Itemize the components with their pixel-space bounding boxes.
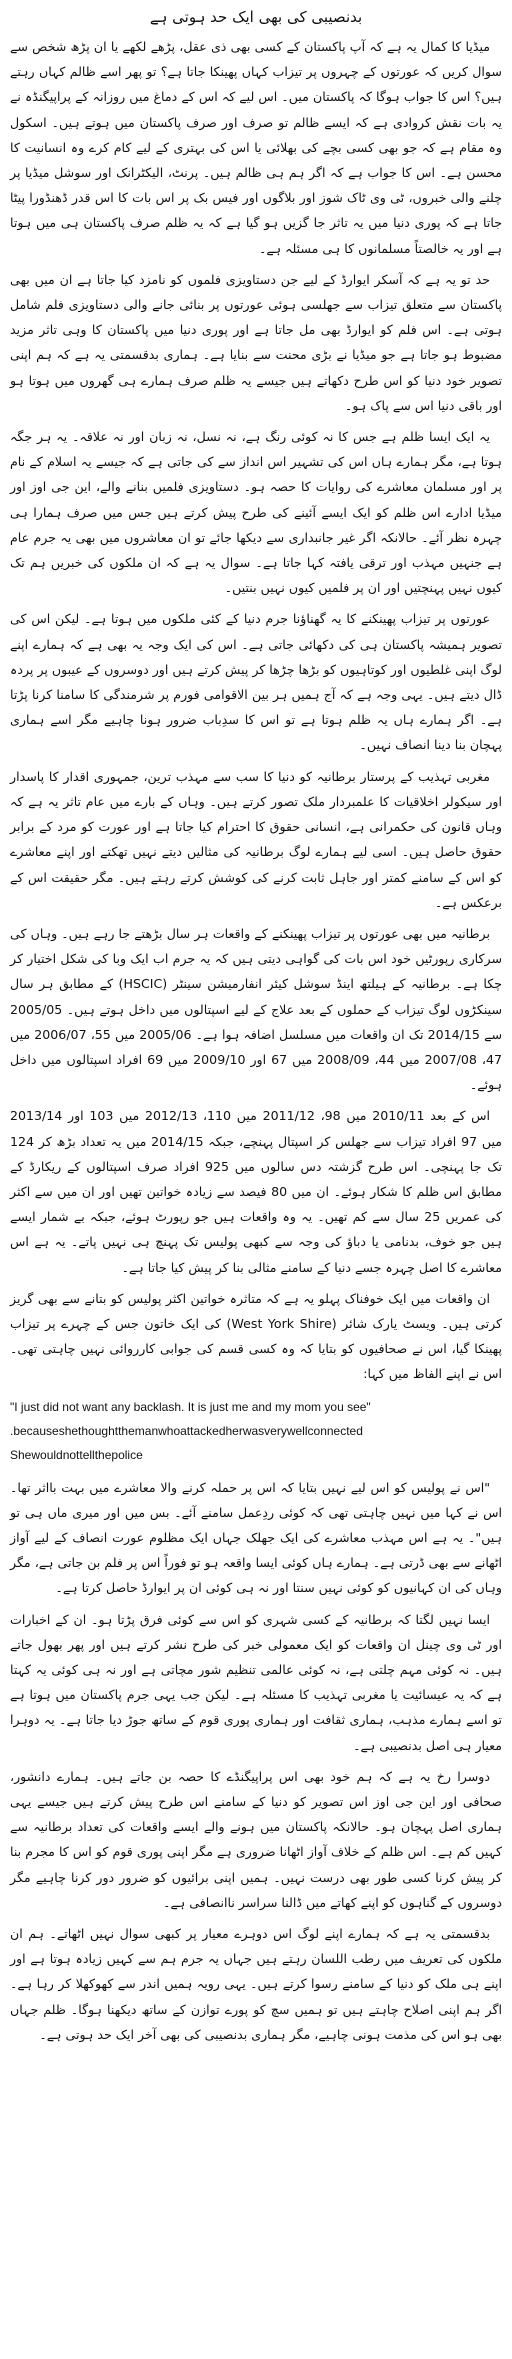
article-body-before bbox=[10, 34, 502, 1387]
article-body-after bbox=[10, 1475, 502, 2047]
article-paragraph: عورتوں پر تیزاب پھینکنے کا یہ گھناؤنا جرم دنیا کے کئی ملکوں میں ہوتا ہے۔ لیکن اس کی تصویر ہمیشہ پاکستان ہی کی دکھائی جاتی ہے۔ اس کی ایک وجہ یہ بھی ہے کہ ہمارے اپنے لوگ اپنی غلطیوں اور کوتاہیوں کو بڑھا چڑھا کر پیش کرتے ہیں اور دوسروں کے عیبوں پر پردہ ڈال دیتے ہیں۔ یہی وجہ ہے کہ آج ہمیں ہر بین الاقوامی فورم پر شرمندگی کا سامنا کرنا پڑتا ہے۔ اگر ہمارے ہاں یہ ظلم ہوتا ہے تو اس کا سدِباب ضرور ہونا چاہیے مگر اسے ہماری پہچان بنا دینا انصاف نہیں۔ bbox=[10, 611, 502, 753]
article-paragraph: مغربی تہذیب کے پرستار برطانیہ کو دنیا کا سب سے مہذب ترین، جمہوری اقدار کا پاسدار اور سیکولر اخلاقیات کا علمبردار ملک تصور کرتے ہیں۔ وہاں کے بارے میں عام تاثر یہ ہے کہ وہاں قانون کی حکمرانی ہے، انسانی حقوق کا احترام کیا جاتا ہے اور عورت کو مرد کے برابر حقوق حاصل ہیں۔ اسی لیے ہمارے لوگ برطانیہ کی مثالیں دیتے نہیں تھکتے اور اپنے معاشرے کو اس کے سامنے کمتر اور جاہل ثابت کرنے کی کوشش کرتے رہتے ہیں۔ مگر حقیقت اس کے برعکس ہے۔ bbox=[10, 768, 502, 910]
article-paragraph: برطانیہ میں بھی عورتوں پر تیزاب پھینکنے کے واقعات ہر سال بڑھتے جا رہے ہیں۔ وہاں کی سرکاری رپورٹیں خود اس بات کی گواہی دیتی ہیں کہ یہ جرم اب ایک وبا کی شکل اختیار کر چکا ہے۔ برطانیہ کے ہیلتھ اینڈ سوشل کیئر انفارمیشن سینٹر (HSCIC) کے مطابق ہر سال سینکڑوں لوگ تیزاب کے حملوں کے بعد علاج کے لیے اسپتالوں میں داخل ہوتے ہیں۔ 2005/05 سے 2014/15 تک ان واقعات میں مسلسل اضافہ ہوا ہے۔ 2005/06 میں 55، 2006/07 میں 47، 2007/08 میں 44، 2008/09 میں 67 اور 2009/10 میں 69 افراد اسپتالوں میں داخل ہوئے۔ bbox=[10, 925, 503, 1093]
article-paragraph: یہ ایک ایسا ظلم ہے جس کا نہ کوئی رنگ ہے، نہ نسل، نہ زبان اور نہ علاقہ۔ یہ ہر جگہ ہوتا ہے، مگر ہمارے ہاں اس کی تشہیر اس انداز سے کی جاتی ہے کہ جیسے یہ اسلام کے نام پر اور مسلمان معاشرے کی روایات کا حصہ ہو۔ دستاویزی فلمیں بنانے والے، این جی اوز اور میڈیا ادارے اس ظلم کو ایک ایسے آئینے کی طرح پیش کرتے ہیں جس میں صرف ہمارا ہی چہرہ نظر آئے۔ حالانکہ اگر غیر جانبداری سے دیکھا جائے تو ان معاشروں میں بھی یہ جرم عام ہے جنہیں مہذب اور ترقی یافتہ کہا جاتا ہے۔ سوال یہ ہے کہ ان ملکوں کی خبریں ہم تک کیوں نہیں پہنچتیں اور ان پر فلمیں کیوں نہیں بنتیں۔ bbox=[10, 429, 502, 596]
english-quote-line: Shewouldnottellthepolice bbox=[10, 1447, 143, 1462]
english-quote-line: "I just did not want any backlash. It is just me and my mom you see" bbox=[10, 1399, 371, 1414]
article-paragraph: بدقسمتی یہ ہے کہ ہمارے اپنے لوگ اس دوہرے معیار پر کبھی سوال نہیں اٹھاتے۔ ہم ان ملکوں کی تعریف میں رطب اللسان رہتے ہیں جہاں یہ جرم ہم سے کہیں زیادہ ہوتا ہے اور اپنے ہی ملک کو دنیا کے سامنے رسوا کرتے ہیں۔ یہی رویہ ہمیں اندر سے کھوکھلا کر رہا ہے۔ اگر ہم اپنی اصلاح چاہتے ہیں تو ہمیں سچ کو پورے توازن کے ساتھ دیکھنا ہوگا۔ ظلم جہاں بھی ہو اس کی مذمت ہونی چاہیے، مگر ہماری بدنصیبی کی بھی آخر ایک حد ہوتی ہے۔ bbox=[10, 1926, 502, 2042]
english-quote-block bbox=[10, 1395, 502, 1467]
article-paragraph: ایسا نہیں لگتا کہ برطانیہ کے کسی شہری کو اس سے کوئی فرق پڑتا ہو۔ ان کے اخبارات اور ٹی وی چینل ان واقعات کو ایک معمولی خبر کی طرح نشر کرتے ہیں اور پھر بھول جاتے ہیں۔ نہ کوئی مہم چلتی ہے، نہ کوئی عالمی تنظیم شور مچاتی ہے اور نہ ہی کوئی یہ کہتا ہے کہ یہ عیسائیت یا مغربی تہذیب کا مسئلہ ہے۔ لیکن جب یہی جرم پاکستان میں ہوتا ہے تو اسے ہمارے مذہب، ہماری ثقافت اور ہماری پوری قوم کے ساتھ جوڑ دیا جاتا ہے۔ یہ دوہرا معیار ہی اصل بدنصیبی ہے۔ bbox=[10, 1611, 502, 1753]
article-paragraph: میڈیا کا کمال یہ ہے کہ آپ پاکستان کے کسی بھی ذی عقل، پڑھے لکھے یا ان پڑھ شخص سے سوال کریں کہ عورتوں کے چہروں پر تیزاب کہاں پھینکا جاتا ہے؟ تو پھر اسے ظالم کہاں رہتے ہیں؟ اس کا جواب ہوگا کہ پاکستان میں۔ اس لیے کہ اس کے دماغ میں روزانہ کے پراپیگنڈہ نے یہ بات نقش کروادی ہے کہ ایسے ظالم تو صرف اور صرف پاکستان میں ہوتے ہیں۔ اسکول وہ مقام ہے کہ جو بھی کسی بچے کی بھلائی یا اس کی بہتری کے لیے کام کرے وہ انسانیت کا محسن ہے۔ اس کا جواب ہے کہ اگر ہم ہی ظالم ہیں۔ پرنٹ، الیکٹرانک اور سوشل میڈیا پر چلنے والی خبروں، ٹی وی ٹاک شوز اور بلاگوں اور فیس بک پر اس بات کا اس قدر ڈھنڈورا پیٹا جاتا ہے کہ پوری دنیا میں یہ تاثر جا گزیں ہو گیا ہے کہ یہ ظلم صرف پاکستان ہی میں ہوتا ہے اور یہ خالصتاً مسلمانوں کا ہی مسئلہ ہے۔ bbox=[10, 39, 502, 256]
article-paragraph: ان واقعات میں ایک خوفناک پہلو یہ ہے کہ متاثرہ خواتین اکثر پولیس کو بتانے سے بھی گریز کرتی ہیں۔ ویسٹ یارک شائر (West York Shire) کی ایک خاتون جس کے چہرے پر تیزاب پھینکا گیا، اس نے صحافیوں کو بتایا کہ وہ کسی قسم کی جوابی کارروائی نہیں چاہتی تھی۔ اس نے اپنے الفاظ میں کہا: bbox=[10, 1290, 503, 1382]
english-quote-line: .becauseshethoughtthemanwhoattackedherwasverywellconnected bbox=[10, 1423, 363, 1438]
article-paragraph: دوسرا رخ یہ ہے کہ ہم خود بھی اس پراپیگنڈے کا حصہ بن جاتے ہیں۔ ہمارے دانشور، صحافی اور این جی اوز اس تصویر کو دنیا کے سامنے اس طرح پیش کرتے ہیں جیسے یہی ہماری اصل پہچان ہو۔ حالانکہ پاکستان میں ہونے والے ایسے واقعات کی تعداد برطانیہ سے کہیں کم ہے۔ اس ظلم کے خلاف آواز اٹھانا ضروری ہے مگر اپنی پوری قوم کو اس کا مجرم بنا کر پیش کرنا کسی طور بھی درست نہیں۔ ہمیں اپنی برائیوں کو ضرور دور کرنا چاہیے مگر دوسروں کے گناہوں کو اپنے کھاتے میں ڈالنا سراسر ناانصافی ہے۔ bbox=[10, 1768, 502, 1910]
article-title: بدنصیبی کی بھی ایک حد ہوتی ہے bbox=[149, 8, 363, 26]
article-paragraph: حد تو یہ ہے کہ آسکر ایوارڈ کے لیے جن دستاویزی فلموں کو نامزد کیا جاتا ہے ان میں بھی پاکستان سے متعلق تیزاب سے جھلسی ہوئی عورتوں پر بنائی جانے والی دستاویزی فلم شامل ہوتی ہے۔ اس فلم کو ایوارڈ بھی مل جاتا ہے اور پوری دنیا میں پاکستان کا وہی تاثر مزید مضبوط ہو جاتا ہے جو میڈیا نے بڑی محنت سے بنایا ہے۔ ہماری بدقسمتی یہ ہے کہ ہم اپنی تصویر خود دنیا کو اس طرح دکھاتے ہیں جیسے یہ ظلم صرف ہمارے ہی گھروں میں ہوتا ہو اور باقی دنیا اس سے پاک ہو۔ bbox=[10, 271, 502, 413]
article-paragraph: "اس نے پولیس کو اس لیے نہیں بتایا کہ اس پر حملہ کرنے والا معاشرے میں بہت بااثر تھا۔ اس نے کہا میں نہیں چاہتی تھی کہ کوئی ردِعمل سامنے آئے۔ بس میں اور میری ماں ہی تو ہیں"۔ یہ ہے اس مہذب معاشرے کی ایک جھلک جہاں ایک مظلوم عورت انصاف کے لیے آواز اٹھانے سے بھی ڈرتی ہے۔ ہمارے ہاں کوئی ایسا واقعہ ہو تو فوراً اس پر فلم بن جاتی ہے، مگر وہاں کی ان کہانیوں کو کوئی نہیں سنتا اور نہ ہی کوئی ان پر ایوارڈ حاصل کرتا ہے۔ bbox=[10, 1479, 502, 1596]
article-paragraph: اس کے بعد 2010/11 میں 98، 2011/12 میں 110، 2012/13 میں 103 اور 2013/14 میں 97 افراد تیزاب سے جھلس کر اسپتال پہنچے، جبکہ 2014/15 میں یہ تعداد بڑھ کر 124 تک جا پہنچی۔ اس طرح گزشتہ دس سالوں میں 925 افراد صرف اسپتالوں کے ریکارڈ کے مطابق اس ظلم کا شکار ہوئے۔ ان میں 80 فیصد سے زیادہ خواتین تھیں اور ان میں سے اکثر کی عمریں 25 سال سے کم تھیں۔ یہ وہ واقعات ہیں جو رپورٹ ہوئے، جبکہ بے شمار ایسے ہیں جو خوف، بدنامی یا دباؤ کی وجہ سے کبھی پولیس تک پہنچ ہی نہیں پاتے۔ یہ ہے اس معاشرے کا اصل چہرہ جسے دنیا کے سامنے مثالی بنا کر پیش کیا جاتا ہے۔ bbox=[10, 1108, 503, 1275]
